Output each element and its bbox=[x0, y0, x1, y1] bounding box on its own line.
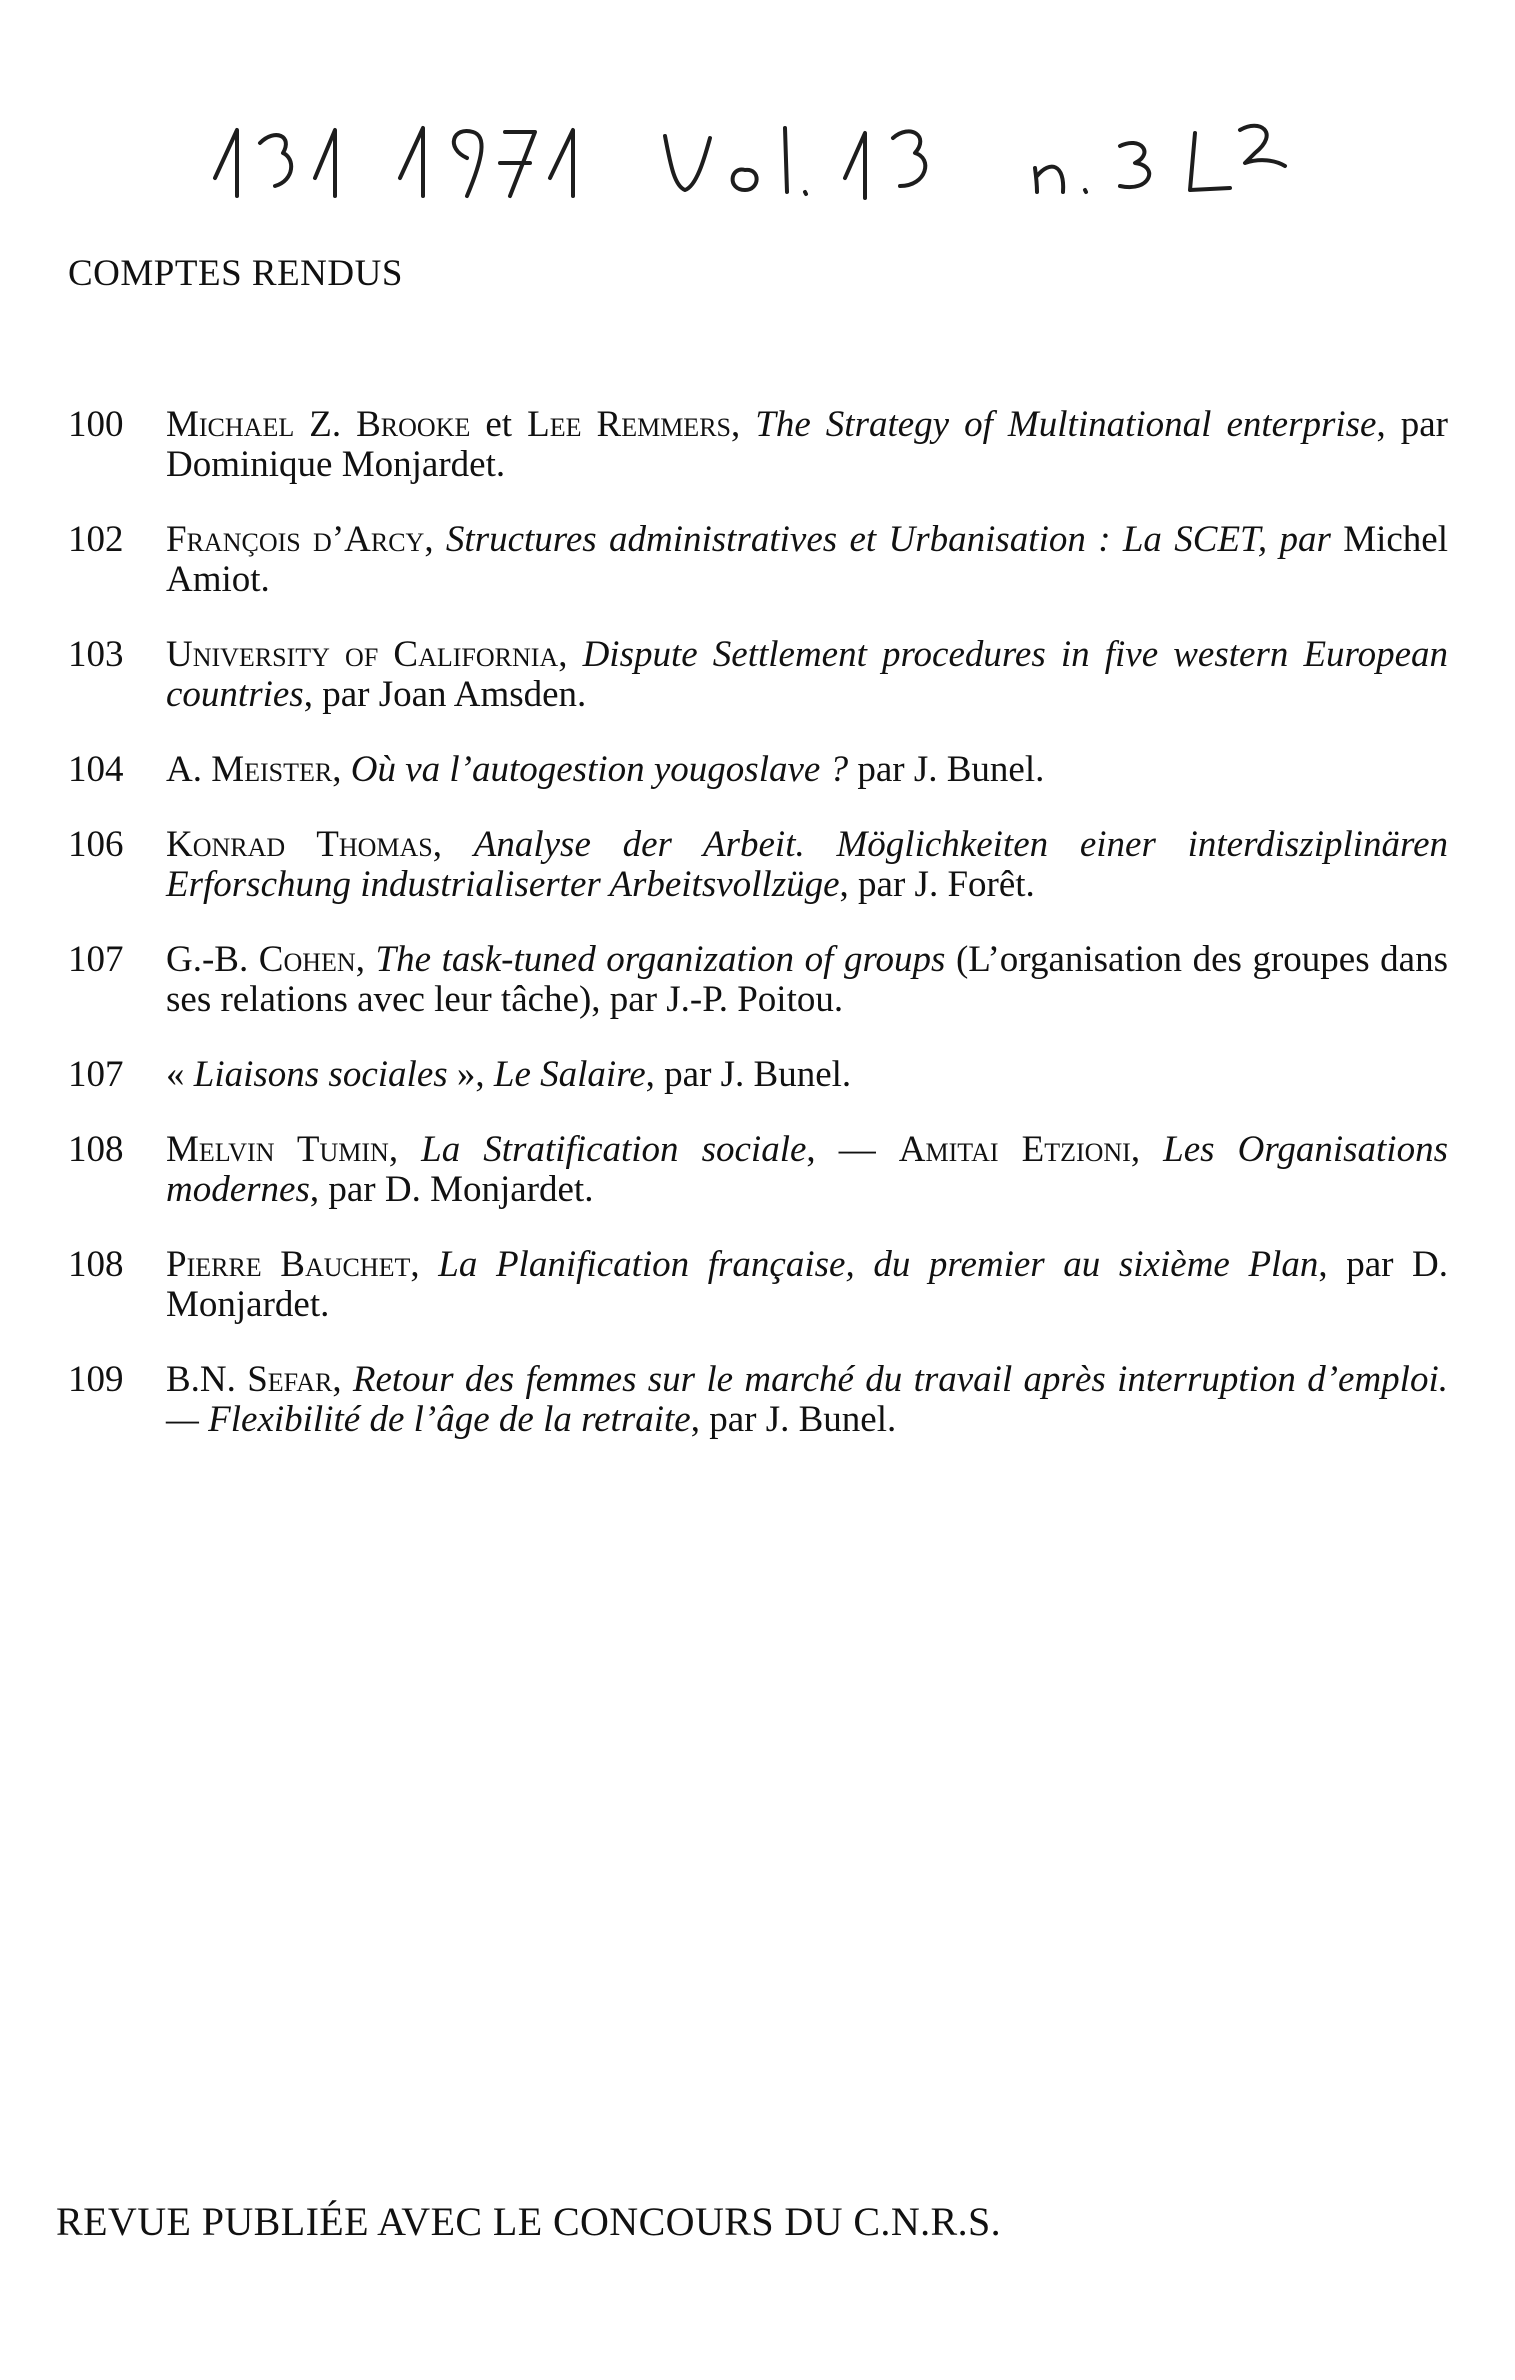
review-entry bbox=[68, 940, 1448, 1020]
citation-text: , par D. Monjardet. bbox=[166, 1244, 1449, 1325]
review-entry bbox=[68, 635, 1448, 715]
citation-text: , par Joan Amsden. bbox=[303, 674, 587, 715]
author-name: A. Meister bbox=[166, 749, 333, 790]
citation-text: , bbox=[388, 1129, 422, 1170]
review-page-number: 102 bbox=[68, 519, 124, 560]
work-title: The Strategy of Multinational enterprise bbox=[755, 404, 1377, 445]
review-page-number: 106 bbox=[68, 824, 124, 865]
work-title: Le Salaire bbox=[493, 1054, 646, 1095]
review-citation bbox=[166, 1130, 1448, 1210]
review-page-number: 100 bbox=[68, 404, 124, 445]
citation-text: , bbox=[558, 634, 583, 675]
citation-text: , par Dominique Monjardet. bbox=[166, 404, 1449, 485]
review-citation bbox=[166, 520, 1448, 600]
citation-text: et bbox=[470, 404, 528, 445]
author-name: Michael Z. Brooke bbox=[166, 404, 471, 445]
review-citation bbox=[166, 1360, 1448, 1440]
work-title: Retour des femmes sur le marché du travail après interruption d’emploi. — Flexibilité de l’âge de la retraite bbox=[166, 1359, 1448, 1440]
citation-text: , par D. Monjardet. bbox=[309, 1169, 594, 1210]
citation-text: Michel Amiot. bbox=[166, 519, 1448, 600]
author-name: University of California bbox=[166, 634, 559, 675]
review-entry bbox=[68, 1245, 1448, 1325]
citation-text: , bbox=[432, 824, 474, 865]
citation-text: , par J. Bunel. bbox=[645, 1054, 852, 1095]
review-entry bbox=[68, 750, 1448, 790]
review-page-number: 107 bbox=[68, 1054, 124, 1095]
citation-text: , bbox=[731, 404, 756, 445]
author-name: Melvin Tumin bbox=[166, 1129, 389, 1170]
review-entry bbox=[68, 405, 1448, 485]
review-entry bbox=[68, 1055, 1448, 1095]
work-title: Structures administratives et Urbanisation : La SCET, par bbox=[445, 519, 1331, 560]
work-title: Dispute Settlement procedures in five western European countries bbox=[166, 634, 1449, 715]
citation-text: , bbox=[332, 749, 351, 790]
review-page-number: 108 bbox=[68, 1244, 124, 1285]
citation-text: , par J. Bunel. bbox=[690, 1399, 897, 1440]
review-page-number: 109 bbox=[68, 1359, 124, 1400]
citation-text: , bbox=[424, 519, 446, 560]
citation-text: par J. Bunel. bbox=[848, 749, 1045, 790]
review-citation bbox=[166, 405, 1448, 485]
review-page-number: 107 bbox=[68, 939, 124, 980]
citation-text: , bbox=[410, 1244, 439, 1285]
work-title: Où va l’autogestion yougoslave ? bbox=[350, 749, 849, 790]
author-name: Pierre Bauchet bbox=[166, 1244, 411, 1285]
work-title: La Planification française, du premier au sixième Plan bbox=[438, 1244, 1319, 1285]
citation-text: , bbox=[1130, 1129, 1164, 1170]
work-title: Liaisons sociales bbox=[193, 1054, 448, 1095]
author-name: G.-B. Cohen bbox=[166, 939, 356, 980]
review-page-number: 108 bbox=[68, 1129, 124, 1170]
review-citation bbox=[166, 825, 1448, 905]
work-title: Les Organisations modernes bbox=[166, 1129, 1448, 1210]
work-title: Analyse der Arbeit. Möglichkeiten einer interdisziplinären Erforschung industrialiserter Arbeitsvollzüge bbox=[166, 824, 1448, 905]
citation-text: , bbox=[355, 939, 376, 980]
work-title: The task-tuned organization of groups bbox=[375, 939, 946, 980]
review-citation bbox=[166, 1055, 1448, 1095]
review-entry bbox=[68, 1130, 1448, 1210]
handwritten-shelfmark bbox=[205, 108, 1295, 218]
citation-text: , par J. Forêt. bbox=[839, 864, 1035, 905]
review-entry bbox=[68, 1360, 1448, 1440]
author-name: Amitai Etzioni bbox=[898, 1129, 1131, 1170]
review-citation bbox=[166, 940, 1448, 1020]
citation-text: « bbox=[166, 1054, 194, 1095]
author-name: Lee Remmers bbox=[527, 404, 731, 445]
citation-text: », bbox=[447, 1054, 494, 1095]
review-citation bbox=[166, 635, 1448, 715]
review-citation bbox=[166, 750, 1448, 790]
review-entry bbox=[68, 825, 1448, 905]
author-name: B.N. Sefar bbox=[166, 1359, 333, 1400]
review-citation bbox=[166, 1245, 1448, 1325]
review-page-number: 104 bbox=[68, 749, 124, 790]
review-entry bbox=[68, 520, 1448, 600]
citation-text: , — bbox=[806, 1129, 899, 1170]
citation-text: , bbox=[332, 1359, 353, 1400]
review-page-number: 103 bbox=[68, 634, 124, 675]
work-title: La Stratification sociale bbox=[421, 1129, 807, 1170]
author-name: François d’Arcy bbox=[166, 519, 425, 560]
section-title: COMPTES RENDUS bbox=[68, 253, 403, 294]
publication-note: REVUE PUBLIÉE AVEC LE CONCOURS DU C.N.R.S. bbox=[56, 2199, 1002, 2244]
author-name: Konrad Thomas bbox=[166, 824, 433, 865]
review-list bbox=[68, 405, 1448, 1475]
citation-text: (L’organisation des groupes dans ses relations avec leur tâche), par J.-P. Poitou. bbox=[166, 939, 1449, 1020]
